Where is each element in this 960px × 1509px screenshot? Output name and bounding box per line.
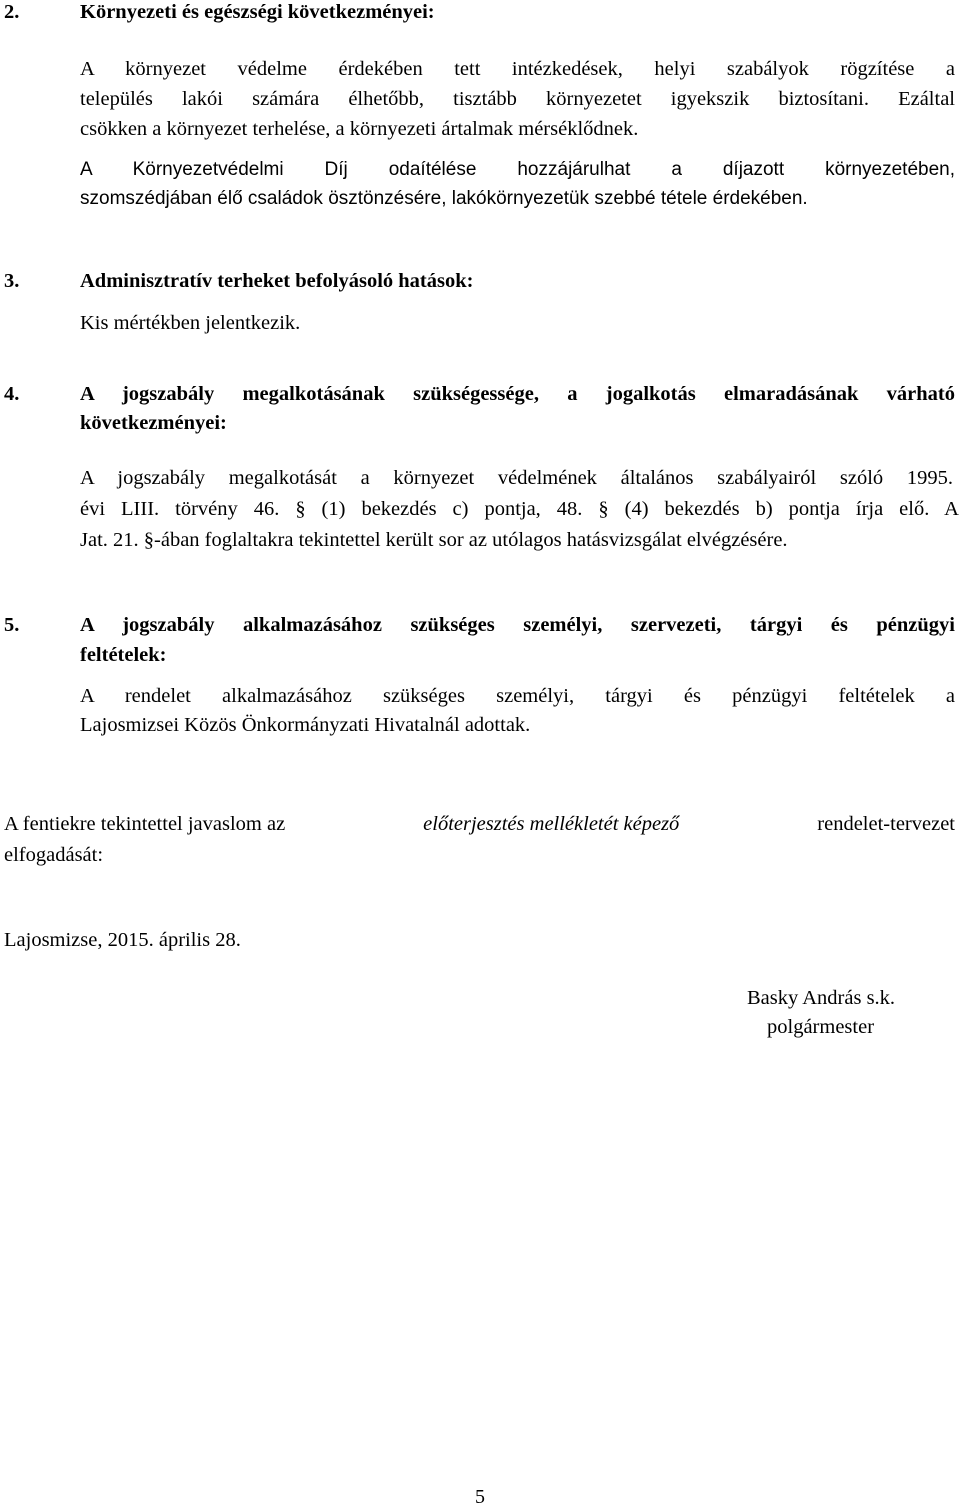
section-2-paragraph-1-line-3: csökken a környezet terhelése, a környezeti ártalmak mérséklődnek.	[80, 118, 639, 140]
section-2-heading: Környezeti és egészségi következményei:	[80, 1, 435, 23]
proposal-text-start: A fentiekre tekintettel javaslom az	[4, 813, 286, 835]
section-2-paragraph-2-line-1: A Környezetvédelmi Díj odaítélése hozzájárulhat a díjazott környezetében,	[80, 159, 955, 180]
section-2-paragraph-2-line-2: szomszédjában élő családok ösztönzésére, lakókörnyezetük szebbé tétele érdekében.	[80, 188, 808, 209]
section-4-number: 4.	[4, 383, 20, 405]
section-5-heading-line-2: feltételek:	[80, 644, 167, 666]
section-5-body-line-1: A rendelet alkalmazásához szükséges személyi, tárgyi és pénzügyi feltételek a	[80, 685, 955, 707]
section-4-heading-line-2: következményei:	[80, 412, 227, 434]
section-3-number: 3.	[4, 270, 20, 292]
section-4-body-line-1: A jogszabály megalkotását a környezet védelmének általános szabályairól szóló 1995.	[80, 467, 953, 489]
signature-name: Basky András s.k.	[747, 987, 896, 1009]
section-4-body-line-3: Jat. 21. §-ában foglaltakra tekintettel került sor az utólagos hatásvizsgálat elvégzésére.	[80, 529, 788, 551]
proposal-line-2: elfogadását:	[4, 844, 104, 866]
signature-title: polgármester	[767, 1016, 875, 1038]
section-5-body-line-2: Lajosmizsei Közös Önkormányzati Hivatalnál adottak.	[80, 714, 531, 736]
section-3-heading: Adminisztratív terheket befolyásoló hatások:	[80, 270, 474, 292]
page-number: 5	[475, 1486, 485, 1508]
proposal-line-1	[4, 814, 955, 835]
place-date: Lajosmizse, 2015. április 28.	[4, 929, 241, 951]
section-3-body: Kis mértékben jelentkezik.	[80, 312, 301, 334]
section-2-paragraph-1-line-2: település lakói számára élhetőbb, tisztább környezetet igyekszik biztosítani. Ezáltal	[80, 88, 955, 110]
section-4-body-line-2: évi LIII. törvény 46. § (1) bekezdés c) pontja, 48. § (4) bekezdés b) pontja írja elő. A	[80, 498, 959, 520]
section-2-number: 2.	[4, 1, 20, 23]
section-5-number: 5.	[4, 614, 20, 636]
section-2-paragraph-1-line-1: A környezet védelme érdekében tett intézkedések, helyi szabályok rögzítése a	[80, 58, 955, 80]
section-4-heading-line-1: A jogszabály megalkotásának szükségessége, a jogalkotás elmaradásának várható	[80, 383, 955, 405]
section-5-heading-line-1: A jogszabály alkalmazásához szükséges személyi, szervezeti, tárgyi és pénzügyi	[80, 614, 955, 636]
proposal-text-end: rendelet-tervezet	[817, 813, 955, 835]
proposal-text-italic: előterjesztés mellékletét képező	[423, 813, 680, 835]
